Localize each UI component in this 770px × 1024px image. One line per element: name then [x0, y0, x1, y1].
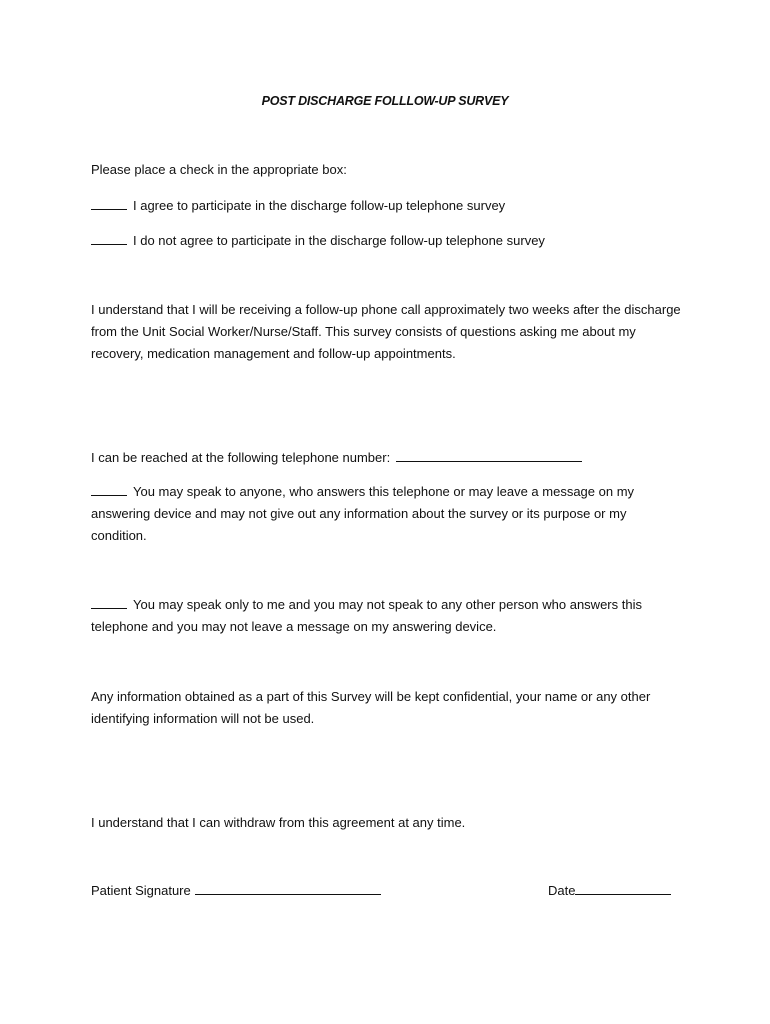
disagree-check-blank[interactable] — [91, 230, 127, 245]
contact-option-only-me — [91, 594, 681, 638]
phone-label: I can be reached at the following telephone number: — [91, 450, 391, 465]
date-label: Date — [548, 883, 576, 898]
withdraw-statement: I understand that I can withdraw from this agreement at any time. — [91, 815, 466, 830]
contact-option-only-me-label: You may speak only to me and you may not speak to any other person who answers this telephone and you may not leave a message on my answering device. — [91, 597, 642, 634]
option-disagree — [91, 230, 691, 252]
option-agree — [91, 195, 691, 217]
instruction-text: Please place a check in the appropriate box: — [91, 162, 347, 177]
anyone-check-blank[interactable] — [91, 481, 127, 496]
contact-option-anyone — [91, 481, 681, 547]
date-field[interactable] — [575, 880, 671, 895]
only-me-check-blank[interactable] — [91, 594, 127, 609]
agree-check-blank[interactable] — [91, 195, 127, 210]
option-disagree-label: I do not agree to participate in the discharge follow-up telephone survey — [133, 233, 545, 248]
phone-number-field[interactable] — [396, 447, 582, 462]
understand-paragraph: I understand that I will be receiving a follow-up phone call approximately two weeks after the discharge from the Unit Social Worker/Nurse/Staff. This survey consists of questions asking me about my recovery, medication management and follow-up appointments. — [91, 302, 681, 361]
contact-option-anyone-label: You may speak to anyone, who answers this telephone or may leave a message on my answering device and may not give out any information about the survey or its purpose or my condition. — [91, 484, 635, 543]
document-title: POST DISCHARGE FOLLLOW-UP SURVEY — [261, 94, 509, 108]
confidential-paragraph: Any information obtained as a part of this Survey will be kept confidential, your name or any other identifying information will not be used. — [91, 689, 651, 726]
signature-label: Patient Signature — [91, 883, 191, 898]
phone-line — [91, 447, 691, 469]
signature-field[interactable] — [195, 880, 381, 895]
option-agree-label: I agree to participate in the discharge follow-up telephone survey — [133, 198, 506, 213]
signature-row — [91, 880, 681, 902]
